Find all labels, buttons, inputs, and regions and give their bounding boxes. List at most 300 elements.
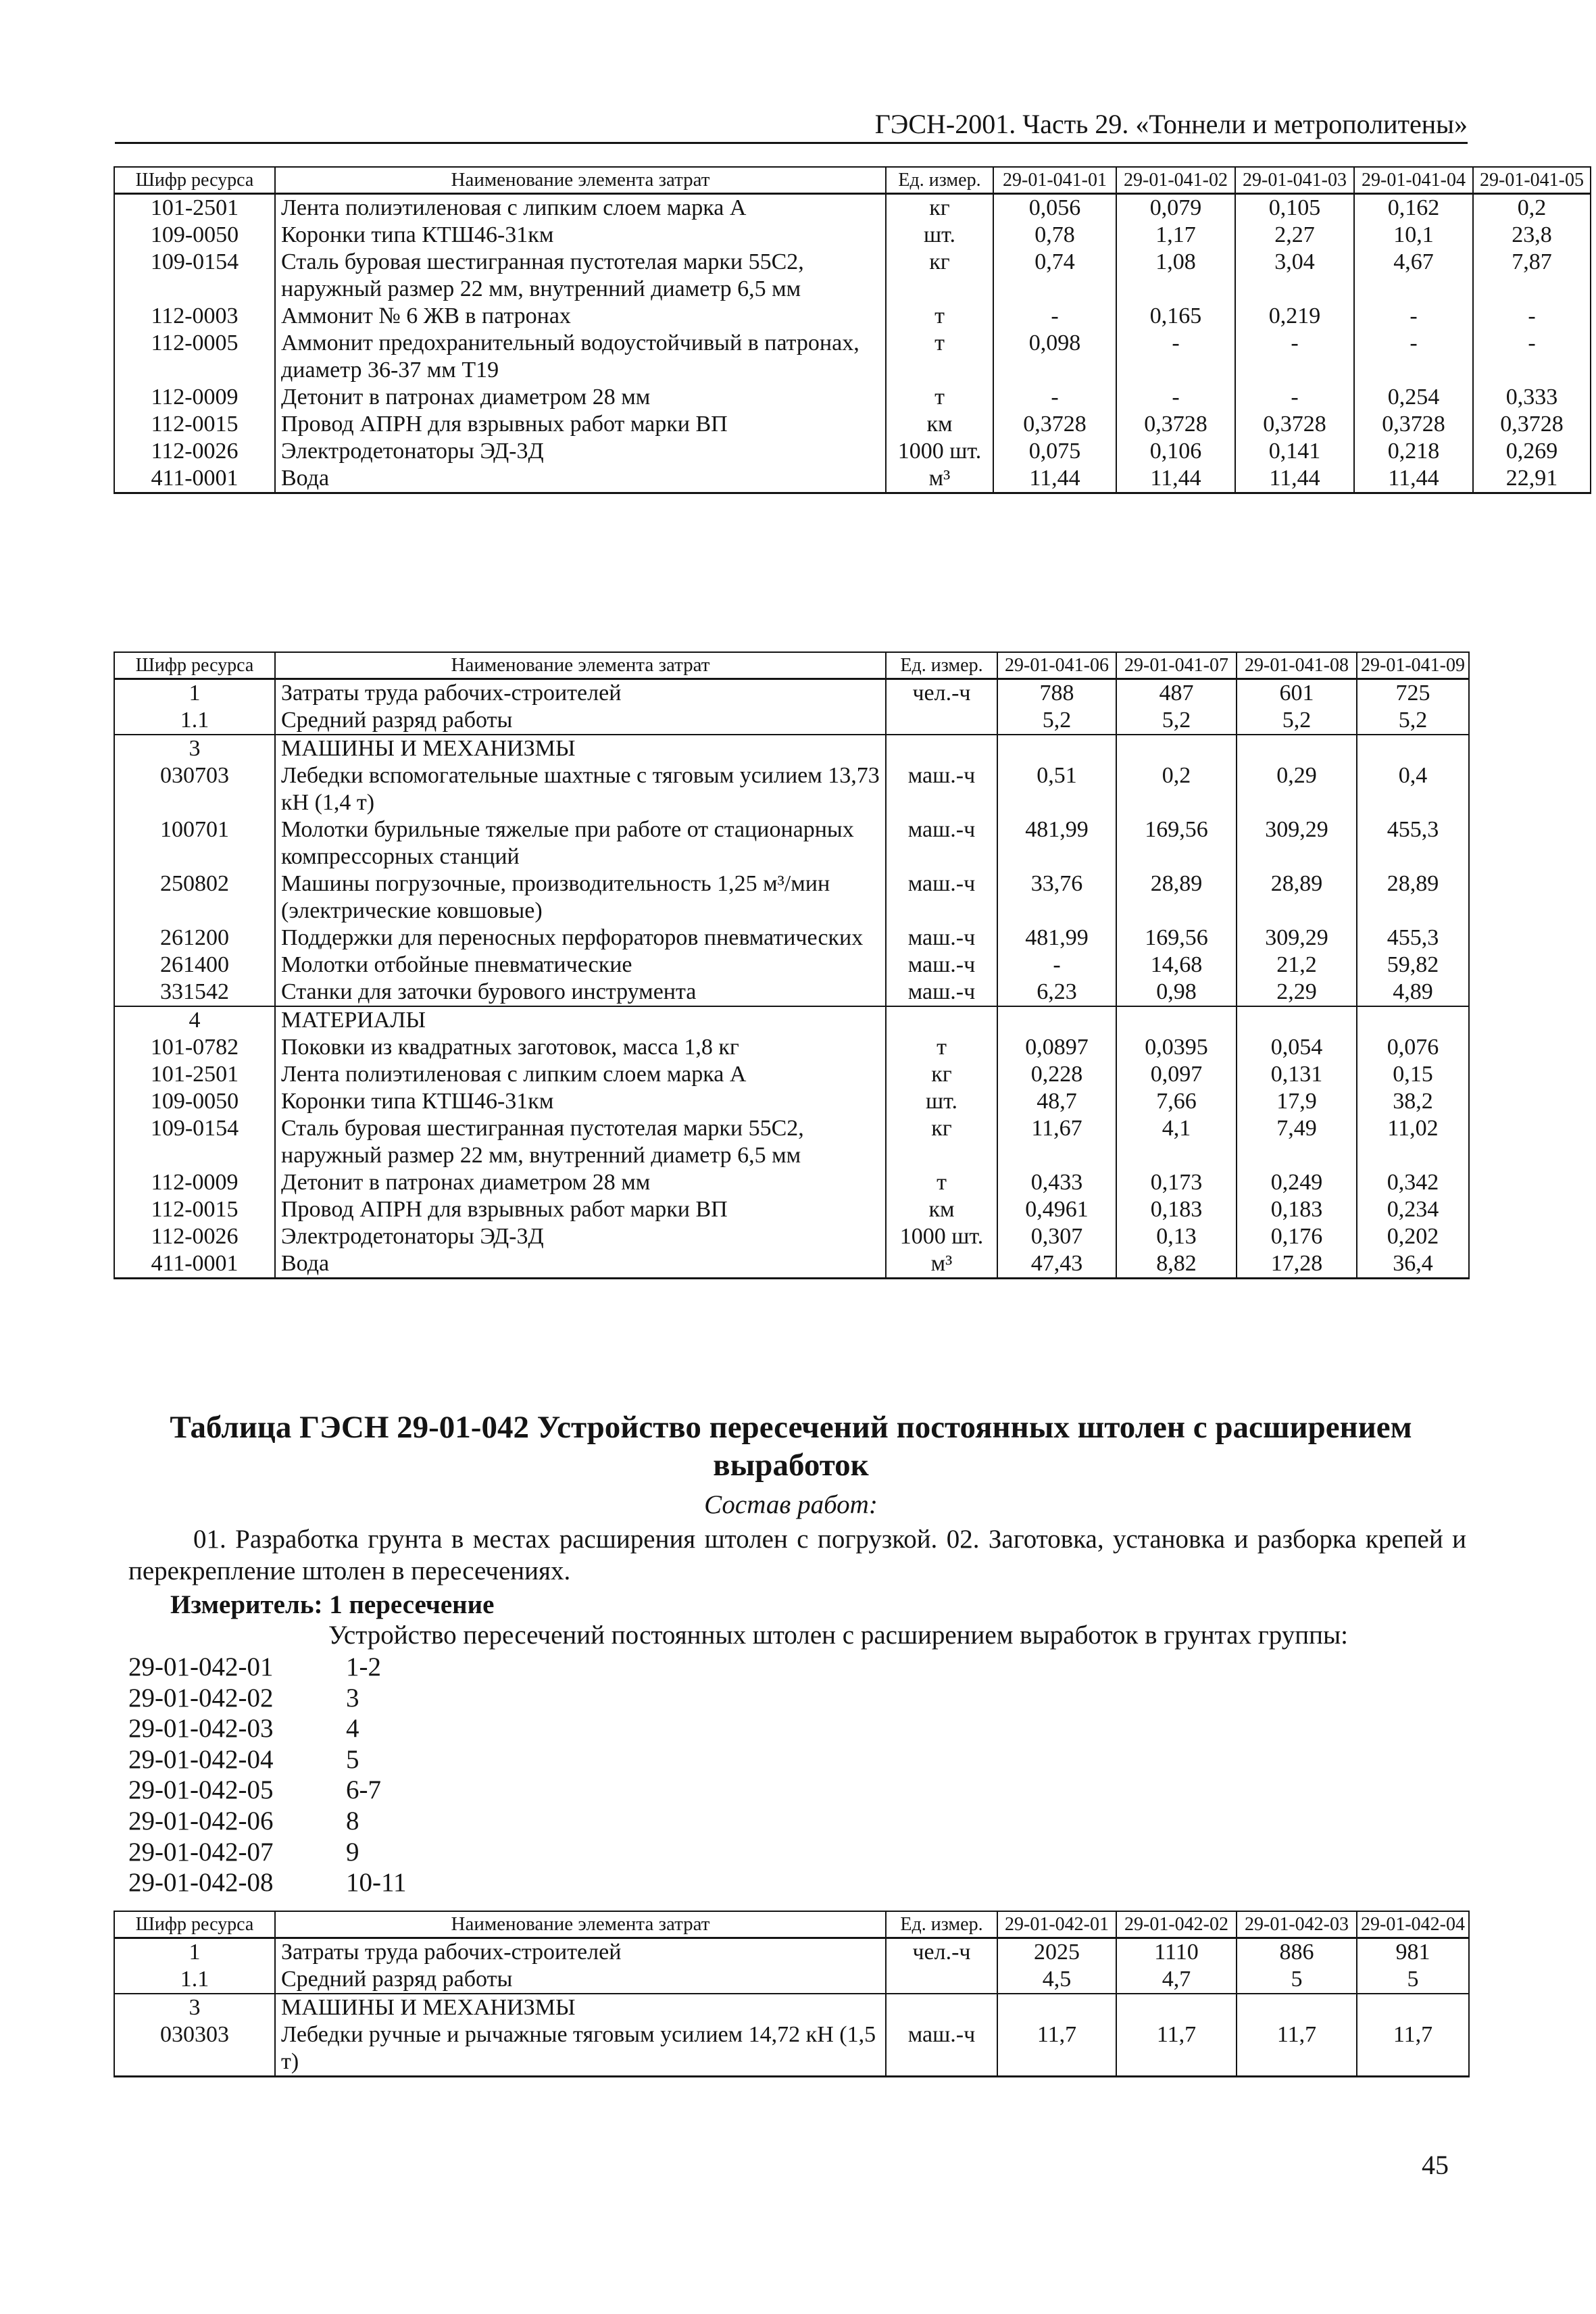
resource-value: 0,056 — [993, 194, 1116, 222]
resource-value: 28,89 — [1237, 870, 1357, 925]
resource-value: 0,98 — [1116, 979, 1237, 1006]
resource-name: Вода — [275, 1250, 886, 1279]
header-cell: Ед. измер. — [886, 652, 997, 679]
resource-value: 17,28 — [1237, 1250, 1357, 1279]
resource-code: 331542 — [114, 979, 275, 1006]
header-cell: 29-01-041-04 — [1354, 167, 1473, 194]
resource-unit: маш.-ч — [886, 925, 997, 952]
table-row — [114, 979, 1469, 1006]
resource-value: 0,3728 — [1473, 411, 1591, 438]
resource-value: 0,0395 — [1116, 1034, 1237, 1061]
resource-name: Детонит в патронах диаметром 28 мм — [275, 384, 886, 411]
header-cell: Ед. измер. — [886, 1911, 997, 1938]
resource-value: 0,097 — [1116, 1061, 1237, 1088]
resource-value — [1116, 1994, 1237, 2021]
norm-code: 29-01-042-03 — [128, 1714, 274, 1744]
resource-value: - — [997, 952, 1116, 979]
table-row — [114, 438, 1591, 465]
composition-heading: Состав работ: — [704, 1490, 878, 1519]
resource-unit: м³ — [886, 465, 993, 493]
resource-code: 1.1 — [114, 707, 275, 735]
resource-value — [997, 735, 1116, 762]
code-list-item — [128, 1652, 407, 1683]
header-cell: 29-01-041-03 — [1235, 167, 1354, 194]
resource-value: 0,2 — [1116, 762, 1237, 816]
soil-group: 3 — [346, 1683, 359, 1713]
resource-code: 109-0050 — [114, 1088, 275, 1115]
resource-value — [997, 1006, 1116, 1034]
code-list-item — [128, 1806, 407, 1837]
resource-value: 5,2 — [1116, 707, 1237, 735]
resource-value — [1116, 1006, 1237, 1034]
resource-value: 0,307 — [997, 1223, 1116, 1250]
resource-value: 0,218 — [1354, 438, 1473, 465]
table-row — [114, 2021, 1469, 2077]
table-row — [114, 762, 1469, 816]
table-row — [114, 222, 1591, 249]
table-row — [114, 735, 1469, 762]
resource-code: 1.1 — [114, 1966, 275, 1994]
resource-code: 030303 — [114, 2021, 275, 2077]
resource-name: Коронки типа КТШ46-31км — [275, 1088, 886, 1115]
resource-table-042-01-04 — [114, 1911, 1470, 2077]
resource-value — [997, 1994, 1116, 2021]
resource-code: 112-0003 — [114, 303, 275, 330]
resource-value: 0,054 — [1237, 1034, 1357, 1061]
resource-value: 8,82 — [1116, 1250, 1237, 1279]
resource-value: 4,89 — [1357, 979, 1469, 1006]
resource-name: Детонит в патронах диаметром 28 мм — [275, 1169, 886, 1196]
resource-value: 0,105 — [1235, 194, 1354, 222]
resource-value: 5,2 — [1237, 707, 1357, 735]
norm-code: 29-01-042-01 — [128, 1652, 274, 1681]
resource-unit: м³ — [886, 1250, 997, 1279]
resource-unit: маш.-ч — [886, 762, 997, 816]
resource-name: Провод АПРН для взрывных работ марки ВП — [275, 1196, 886, 1223]
header-cell: 29-01-042-02 — [1116, 1911, 1237, 1938]
resource-unit: кг — [886, 249, 993, 303]
resource-value: 33,76 — [997, 870, 1116, 925]
resource-name: Аммонит № 6 ЖВ в патронах — [275, 303, 886, 330]
resource-value: 0,13 — [1116, 1223, 1237, 1250]
resource-value: 455,3 — [1357, 925, 1469, 952]
header-cell: 29-01-041-07 — [1116, 652, 1237, 679]
resource-unit: маш.-ч — [886, 952, 997, 979]
resource-value: 4,7 — [1116, 1966, 1237, 1994]
resource-name: Электродетонаторы ЭД-3Д — [275, 438, 886, 465]
resource-value: - — [993, 303, 1116, 330]
resource-unit: шт. — [886, 222, 993, 249]
resource-value: 23,8 — [1473, 222, 1591, 249]
resource-name: МАТЕРИАЛЫ — [275, 1006, 886, 1034]
resource-value: 59,82 — [1357, 952, 1469, 979]
table-row — [114, 1061, 1469, 1088]
table-row — [114, 384, 1591, 411]
resource-code: 109-0154 — [114, 1115, 275, 1169]
resource-code: 250802 — [114, 870, 275, 925]
header-cell: Наименование элемента затрат — [275, 1911, 886, 1938]
resource-value: 0,098 — [993, 330, 1116, 384]
resource-name: Лебедки ручные и рычажные тяговым усилием 14,72 кН (1,5 т) — [275, 2021, 886, 2077]
resource-table-041-06-09 — [114, 651, 1470, 1279]
resource-value: 0,4 — [1357, 762, 1469, 816]
resource-value — [1357, 735, 1469, 762]
resource-value — [1237, 735, 1357, 762]
table-row — [114, 1088, 1469, 1115]
resource-value: - — [1354, 303, 1473, 330]
resource-value: 2,27 — [1235, 222, 1354, 249]
table-row — [114, 1250, 1469, 1279]
resource-value: 11,02 — [1357, 1115, 1469, 1169]
measure-unit: Измеритель: 1 пересечение — [170, 1590, 495, 1619]
code-list-item — [128, 1775, 407, 1806]
resource-value: 28,89 — [1357, 870, 1469, 925]
resource-code: 109-0050 — [114, 222, 275, 249]
resource-name: Станки для заточки бурового инструмента — [275, 979, 886, 1006]
resource-value: - — [1473, 303, 1591, 330]
resource-name: Коронки типа КТШ46-31км — [275, 222, 886, 249]
resource-value: 0,3728 — [1354, 411, 1473, 438]
header-cell: Ед. измер. — [886, 167, 993, 194]
resource-value: 0,74 — [993, 249, 1116, 303]
resource-value: 4,67 — [1354, 249, 1473, 303]
resource-name: Лебедки вспомогательные шахтные с тяговым усилием 13,73 кН (1,4 т) — [275, 762, 886, 816]
resource-value: 17,9 — [1237, 1088, 1357, 1115]
resource-value — [1237, 1994, 1357, 2021]
resource-value: 7,87 — [1473, 249, 1591, 303]
norm-code: 29-01-042-06 — [128, 1806, 274, 1836]
header-cell: 29-01-041-01 — [993, 167, 1116, 194]
resource-value: 11,67 — [997, 1115, 1116, 1169]
resource-value: 5,2 — [1357, 707, 1469, 735]
resource-value: 0,29 — [1237, 762, 1357, 816]
resource-value: 0,202 — [1357, 1223, 1469, 1250]
resource-value: - — [1116, 384, 1235, 411]
resource-code: 261200 — [114, 925, 275, 952]
resource-value: 0,234 — [1357, 1196, 1469, 1223]
resource-name: Поддержки для переносных перфораторов пневматических — [275, 925, 886, 952]
resource-value: 11,44 — [1235, 465, 1354, 493]
resource-unit — [886, 735, 997, 762]
resource-code: 112-0005 — [114, 330, 275, 384]
table-body — [114, 1938, 1469, 2077]
resource-value — [1116, 735, 1237, 762]
code-list-item — [128, 1683, 407, 1714]
resource-value: 0,162 — [1354, 194, 1473, 222]
resource-value: 0,0897 — [997, 1034, 1116, 1061]
resource-name: Затраты труда рабочих-строителей — [275, 679, 886, 708]
resource-name: МАШИНЫ И МЕХАНИЗМЫ — [275, 735, 886, 762]
resource-code: 112-0026 — [114, 1223, 275, 1250]
code-list-item — [128, 1713, 407, 1744]
table-row — [114, 952, 1469, 979]
resource-code: 4 — [114, 1006, 275, 1034]
resource-value: 14,68 — [1116, 952, 1237, 979]
resource-value: 0,141 — [1235, 438, 1354, 465]
resource-value: 5 — [1237, 1966, 1357, 1994]
norm-code: 29-01-042-04 — [128, 1744, 274, 1774]
resource-value: 309,29 — [1237, 925, 1357, 952]
resource-code: 101-0782 — [114, 1034, 275, 1061]
resource-code: 112-0026 — [114, 438, 275, 465]
header-cell: Шифр ресурса — [114, 167, 275, 194]
resource-unit — [886, 1966, 997, 1994]
page-number: 45 — [1422, 2150, 1449, 2180]
resource-value: 11,44 — [1354, 465, 1473, 493]
resource-unit: маш.-ч — [886, 816, 997, 870]
resource-name: Вода — [275, 465, 886, 493]
soil-group: 10-11 — [346, 1868, 407, 1898]
resource-value: 309,29 — [1237, 816, 1357, 870]
resource-value: 11,44 — [993, 465, 1116, 493]
resource-value: 1,17 — [1116, 222, 1235, 249]
resource-value: 4,1 — [1116, 1115, 1237, 1169]
resource-name: Молотки бурильные тяжелые при работе от стационарных компрессорных станций — [275, 816, 886, 870]
header-cell: 29-01-041-05 — [1473, 167, 1591, 194]
resource-value: 0,78 — [993, 222, 1116, 249]
resource-value: 0,106 — [1116, 438, 1235, 465]
header-rule — [115, 142, 1468, 144]
resource-value: 3,04 — [1235, 249, 1354, 303]
resource-code: 109-0154 — [114, 249, 275, 303]
resource-value: 11,7 — [1116, 2021, 1237, 2077]
resource-value: 2025 — [997, 1938, 1116, 1967]
header-cell: 29-01-041-08 — [1237, 652, 1357, 679]
resource-code: 1 — [114, 1938, 275, 1967]
table-row — [114, 1966, 1469, 1994]
resource-unit: км — [886, 411, 993, 438]
header-cell: Шифр ресурса — [114, 1911, 275, 1938]
resource-unit: т — [886, 303, 993, 330]
resource-value: 481,99 — [997, 925, 1116, 952]
resource-value: 11,7 — [997, 2021, 1116, 2077]
resource-value: 0,075 — [993, 438, 1116, 465]
resource-value: 7,66 — [1116, 1088, 1237, 1115]
table-row — [114, 925, 1469, 952]
header-cell: 29-01-042-01 — [997, 1911, 1116, 1938]
resource-value — [1357, 1994, 1469, 2021]
table-row — [114, 411, 1591, 438]
resource-unit: 1000 шт. — [886, 438, 993, 465]
resource-value: 1,08 — [1116, 249, 1235, 303]
resource-code: 1 — [114, 679, 275, 708]
codes-intro: Устройство пересечений постоянных штолен с расширением выработок в грунтах группы: — [328, 1621, 1348, 1650]
resource-code: 112-0015 — [114, 1196, 275, 1223]
resource-value: 0,51 — [997, 762, 1116, 816]
resource-unit: чел.-ч — [886, 1938, 997, 1967]
norm-code: 29-01-042-05 — [128, 1775, 274, 1805]
table-row — [114, 1169, 1469, 1196]
resource-value: 5,2 — [997, 707, 1116, 735]
resource-unit — [886, 1006, 997, 1034]
table-row — [114, 330, 1591, 384]
resource-unit: кг — [886, 1115, 997, 1169]
header-cell: 29-01-041-09 — [1357, 652, 1469, 679]
header-cell: 29-01-042-04 — [1357, 1911, 1469, 1938]
resource-value: 4,5 — [997, 1966, 1116, 1994]
resource-value: 0,269 — [1473, 438, 1591, 465]
table-row — [114, 1034, 1469, 1061]
resource-value: 38,2 — [1357, 1088, 1469, 1115]
resource-value: 1110 — [1116, 1938, 1237, 1967]
resource-value: 0,183 — [1116, 1196, 1237, 1223]
resource-value: 0,342 — [1357, 1169, 1469, 1196]
resource-code: 411-0001 — [114, 1250, 275, 1279]
resource-code: 100701 — [114, 816, 275, 870]
code-list-item — [128, 1744, 407, 1775]
resource-name: Молотки отбойные пневматические — [275, 952, 886, 979]
resource-value: 886 — [1237, 1938, 1357, 1967]
page-header: ГЭСН-2001. Часть 29. «Тоннели и метрополитены» — [874, 109, 1468, 139]
resource-value: 11,7 — [1357, 2021, 1469, 2077]
resource-value: 0,3728 — [1116, 411, 1235, 438]
soil-group: 5 — [346, 1744, 359, 1774]
resource-value: - — [1116, 330, 1235, 384]
resource-unit: т — [886, 384, 993, 411]
header-cell: Шифр ресурса — [114, 652, 275, 679]
resource-name: Сталь буровая шестигранная пустотелая марки 55С2, наружный размер 22 мм, внутренний диаметр 6,5 мм — [275, 1115, 886, 1169]
resource-value: 0,173 — [1116, 1169, 1237, 1196]
resource-value: 0,228 — [997, 1061, 1116, 1088]
table-row — [114, 465, 1591, 493]
resource-value: 487 — [1116, 679, 1237, 708]
resource-unit: шт. — [886, 1088, 997, 1115]
code-list-item — [128, 1867, 407, 1898]
table-row — [114, 679, 1469, 708]
resource-name: Электродетонаторы ЭД-3Д — [275, 1223, 886, 1250]
table-row — [114, 816, 1469, 870]
resource-code: 112-0015 — [114, 411, 275, 438]
resource-value: 0,176 — [1237, 1223, 1357, 1250]
resource-name: Машины погрузочные, производительность 1,25 м³/мин (электрические ковшовые) — [275, 870, 886, 925]
resource-value: 981 — [1357, 1938, 1469, 1967]
resource-value: 7,49 — [1237, 1115, 1357, 1169]
resource-value: 28,89 — [1116, 870, 1237, 925]
soil-group: 8 — [346, 1806, 359, 1836]
resource-name: Средний разряд работы — [275, 1966, 886, 1994]
resource-value: - — [1354, 330, 1473, 384]
resource-value: 169,56 — [1116, 816, 1237, 870]
norm-code: 29-01-042-07 — [128, 1837, 274, 1867]
soil-group: 9 — [346, 1837, 359, 1867]
resource-unit: т — [886, 1034, 997, 1061]
resource-name: Аммонит предохранительный водоустойчивый в патронах, диаметр 36-37 мм Т19 — [275, 330, 886, 384]
resource-value: 481,99 — [997, 816, 1116, 870]
resource-value: 0,131 — [1237, 1061, 1357, 1088]
resource-value: 0,433 — [997, 1169, 1116, 1196]
resource-value: 0,4961 — [997, 1196, 1116, 1223]
resource-value: 2,29 — [1237, 979, 1357, 1006]
resource-name: Затраты труда рабочих-строителей — [275, 1938, 886, 1967]
table-body — [114, 679, 1469, 1279]
table-row — [114, 303, 1591, 330]
code-list-item — [128, 1837, 407, 1868]
resource-unit: чел.-ч — [886, 679, 997, 708]
resource-value: 10,1 — [1354, 222, 1473, 249]
soil-group: 6-7 — [346, 1775, 381, 1805]
resource-value: 0,333 — [1473, 384, 1591, 411]
resource-code: 030703 — [114, 762, 275, 816]
resource-value: 0,183 — [1237, 1196, 1357, 1223]
resource-value — [1237, 1006, 1357, 1034]
resource-value: 11,7 — [1237, 2021, 1357, 2077]
header-cell: Наименование элемента затрат — [275, 167, 886, 194]
resource-value: 5 — [1357, 1966, 1469, 1994]
table-row — [114, 870, 1469, 925]
resource-unit: т — [886, 1169, 997, 1196]
resource-table-041-01-05 — [114, 166, 1591, 494]
resource-name: Поковки из квадратных заготовок, масса 1,8 кг — [275, 1034, 886, 1061]
resource-value: 0,3728 — [1235, 411, 1354, 438]
table-row — [114, 1006, 1469, 1034]
resource-value: 22,91 — [1473, 465, 1591, 493]
resource-value — [1357, 1006, 1469, 1034]
table-row — [114, 1938, 1469, 1967]
table-row — [114, 249, 1591, 303]
soil-group: 1-2 — [346, 1652, 381, 1681]
header-cell: 29-01-041-06 — [997, 652, 1116, 679]
table-row — [114, 707, 1469, 735]
resource-name: Лента полиэтиленовая с липким слоем марка А — [275, 1061, 886, 1088]
header-cell: Наименование элемента затрат — [275, 652, 886, 679]
resource-value: 455,3 — [1357, 816, 1469, 870]
resource-value: 0,3728 — [993, 411, 1116, 438]
resource-code: 101-2501 — [114, 1061, 275, 1088]
resource-value: 47,43 — [997, 1250, 1116, 1279]
resource-value: 169,56 — [1116, 925, 1237, 952]
resource-code: 3 — [114, 735, 275, 762]
resource-value: 0,076 — [1357, 1034, 1469, 1061]
header-cell: 29-01-042-03 — [1237, 1911, 1357, 1938]
resource-value: - — [1235, 330, 1354, 384]
resource-code: 3 — [114, 1994, 275, 2021]
resource-unit: маш.-ч — [886, 979, 997, 1006]
resource-code: 411-0001 — [114, 465, 275, 493]
table-title: Таблица ГЭСН 29-01-042 Устройство пересечений постоянных штолен с расширением выработок — [170, 1410, 1412, 1483]
resource-value: 11,44 — [1116, 465, 1235, 493]
norm-code: 29-01-042-02 — [128, 1683, 274, 1713]
resource-code: 112-0009 — [114, 1169, 275, 1196]
resource-value: 788 — [997, 679, 1116, 708]
resource-value: 601 — [1237, 679, 1357, 708]
resource-value: - — [1235, 384, 1354, 411]
resource-value: 0,165 — [1116, 303, 1235, 330]
resource-value: 0,219 — [1235, 303, 1354, 330]
resource-value: - — [1473, 330, 1591, 384]
table-row — [114, 1196, 1469, 1223]
resource-code: 112-0009 — [114, 384, 275, 411]
resource-value: - — [993, 384, 1116, 411]
resource-name: Сталь буровая шестигранная пустотелая марки 55С2, наружный размер 22 мм, внутренний диаметр 6,5 мм — [275, 249, 886, 303]
norm-code: 29-01-042-08 — [128, 1868, 274, 1898]
table-row — [114, 1223, 1469, 1250]
resource-code: 261400 — [114, 952, 275, 979]
resource-name: Средний разряд работы — [275, 707, 886, 735]
resource-name: Лента полиэтиленовая с липким слоем марка А — [275, 194, 886, 222]
resource-value: 0,249 — [1237, 1169, 1357, 1196]
code-list — [128, 1652, 407, 1898]
resource-unit: т — [886, 330, 993, 384]
table-body — [114, 194, 1591, 493]
resource-name: МАШИНЫ И МЕХАНИЗМЫ — [275, 1994, 886, 2021]
resource-value: 36,4 — [1357, 1250, 1469, 1279]
composition-text: 01. Разработка грунта в местах расширения штолен с погрузкой. 02. Заготовка, установка и разборка крепей и перекрепление штолен в пересечениях. — [128, 1525, 1466, 1585]
resource-value: 21,2 — [1237, 952, 1357, 979]
table-row — [114, 194, 1591, 222]
resource-unit: кг — [886, 194, 993, 222]
resource-value: 48,7 — [997, 1088, 1116, 1115]
resource-value: 0,2 — [1473, 194, 1591, 222]
